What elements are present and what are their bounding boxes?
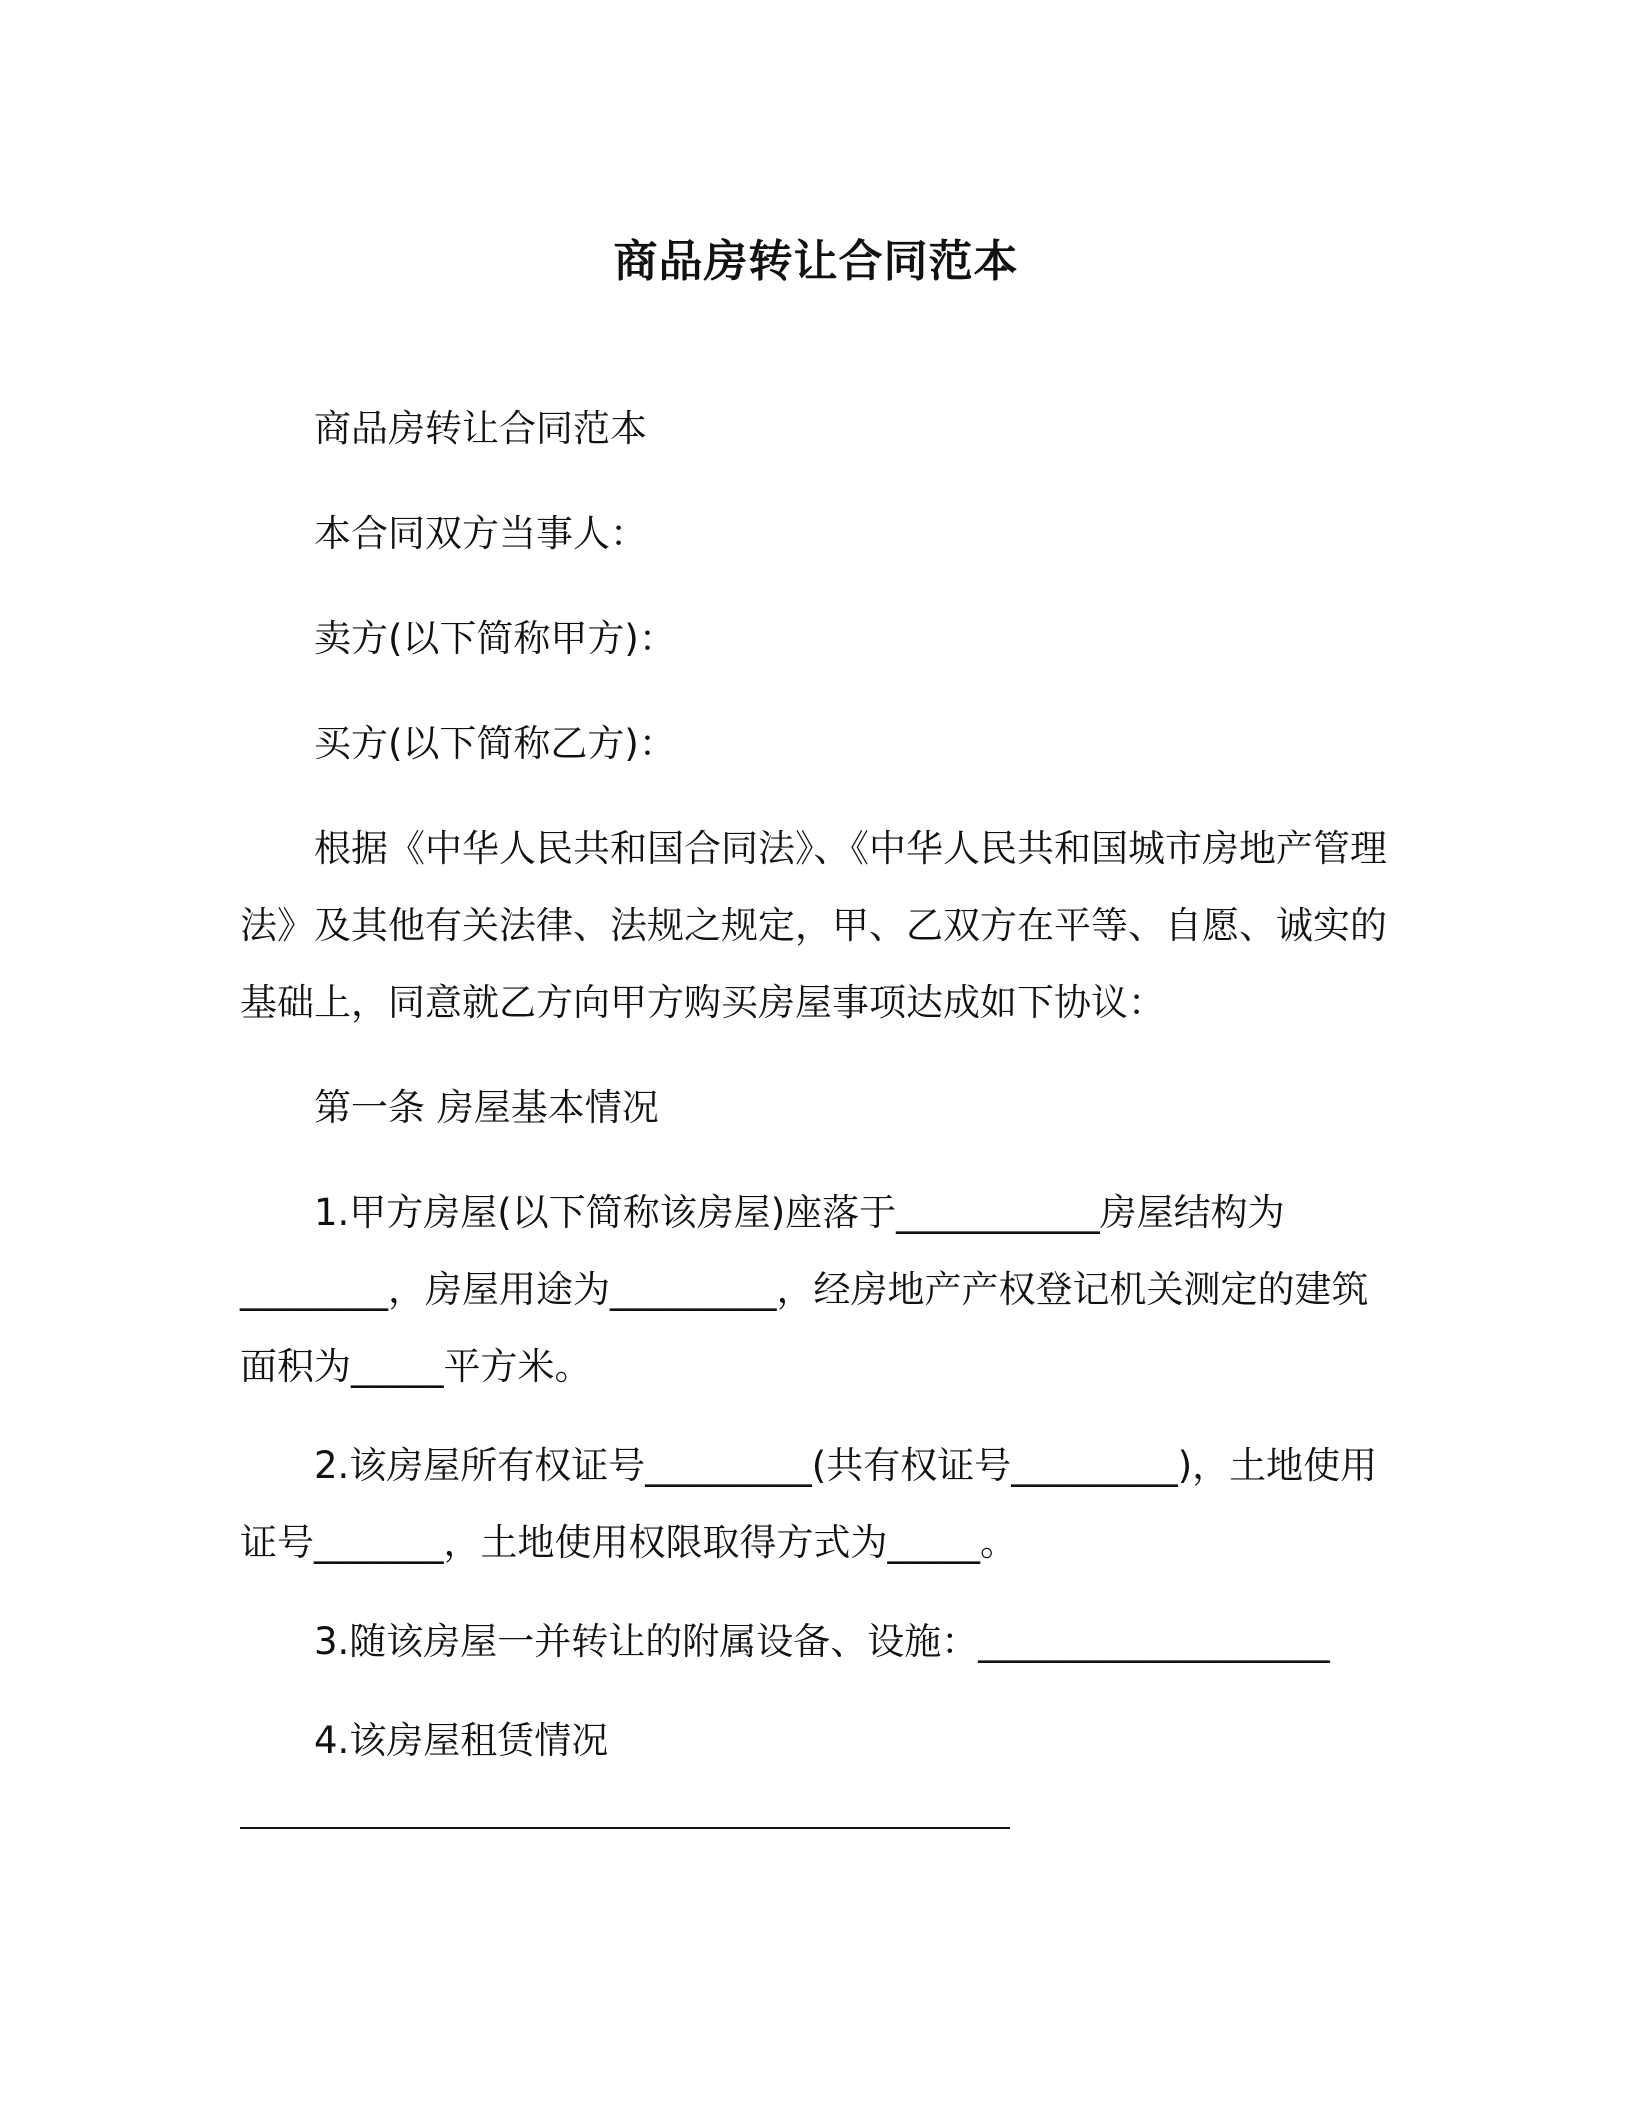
article-one-heading: 第一条 房屋基本情况 xyxy=(314,1086,659,1129)
clause-3-equipment: 3.随该房屋一并转让的附属设备、设施：___________________ xyxy=(314,1620,1330,1663)
clause-2-certificates: 2.该房屋所有权证号_________(共有权证号_________)，土地使用证号_______，土地使用权限取得方式为_____。 xyxy=(240,1444,1378,1564)
paragraph-parties-intro: 本合同双方当事人： xyxy=(314,512,647,555)
paragraph-legal-basis: 根据《中华人民共和国合同法》、《中华人民共和国城市房地产管理法》及其他有关法律、法规之规定，甲、乙双方在平等、自愿、诚实的基础上，同意就乙方向甲方购买房屋事项达成如下协议： xyxy=(240,827,1387,1024)
paragraph-heading-repeat: 商品房转让合同范本 xyxy=(314,407,647,450)
clause-1-location: 1.甲方房屋(以下简称该房屋)座落于___________房屋结构为________，房屋用途为_________，经房地产产权登记机关测定的建筑面积为_____平方米。 xyxy=(240,1191,1369,1388)
document-title: 商品房转让合同范本 xyxy=(613,236,1019,287)
document-body xyxy=(240,390,1390,1829)
lease-blank-line xyxy=(240,1827,1010,1829)
paragraph-buyer: 买方(以下简称乙方)： xyxy=(314,722,676,765)
clause-4-lease: 4.该房屋租赁情况 xyxy=(314,1719,609,1762)
paragraph-seller: 卖方(以下简称甲方)： xyxy=(314,617,676,660)
